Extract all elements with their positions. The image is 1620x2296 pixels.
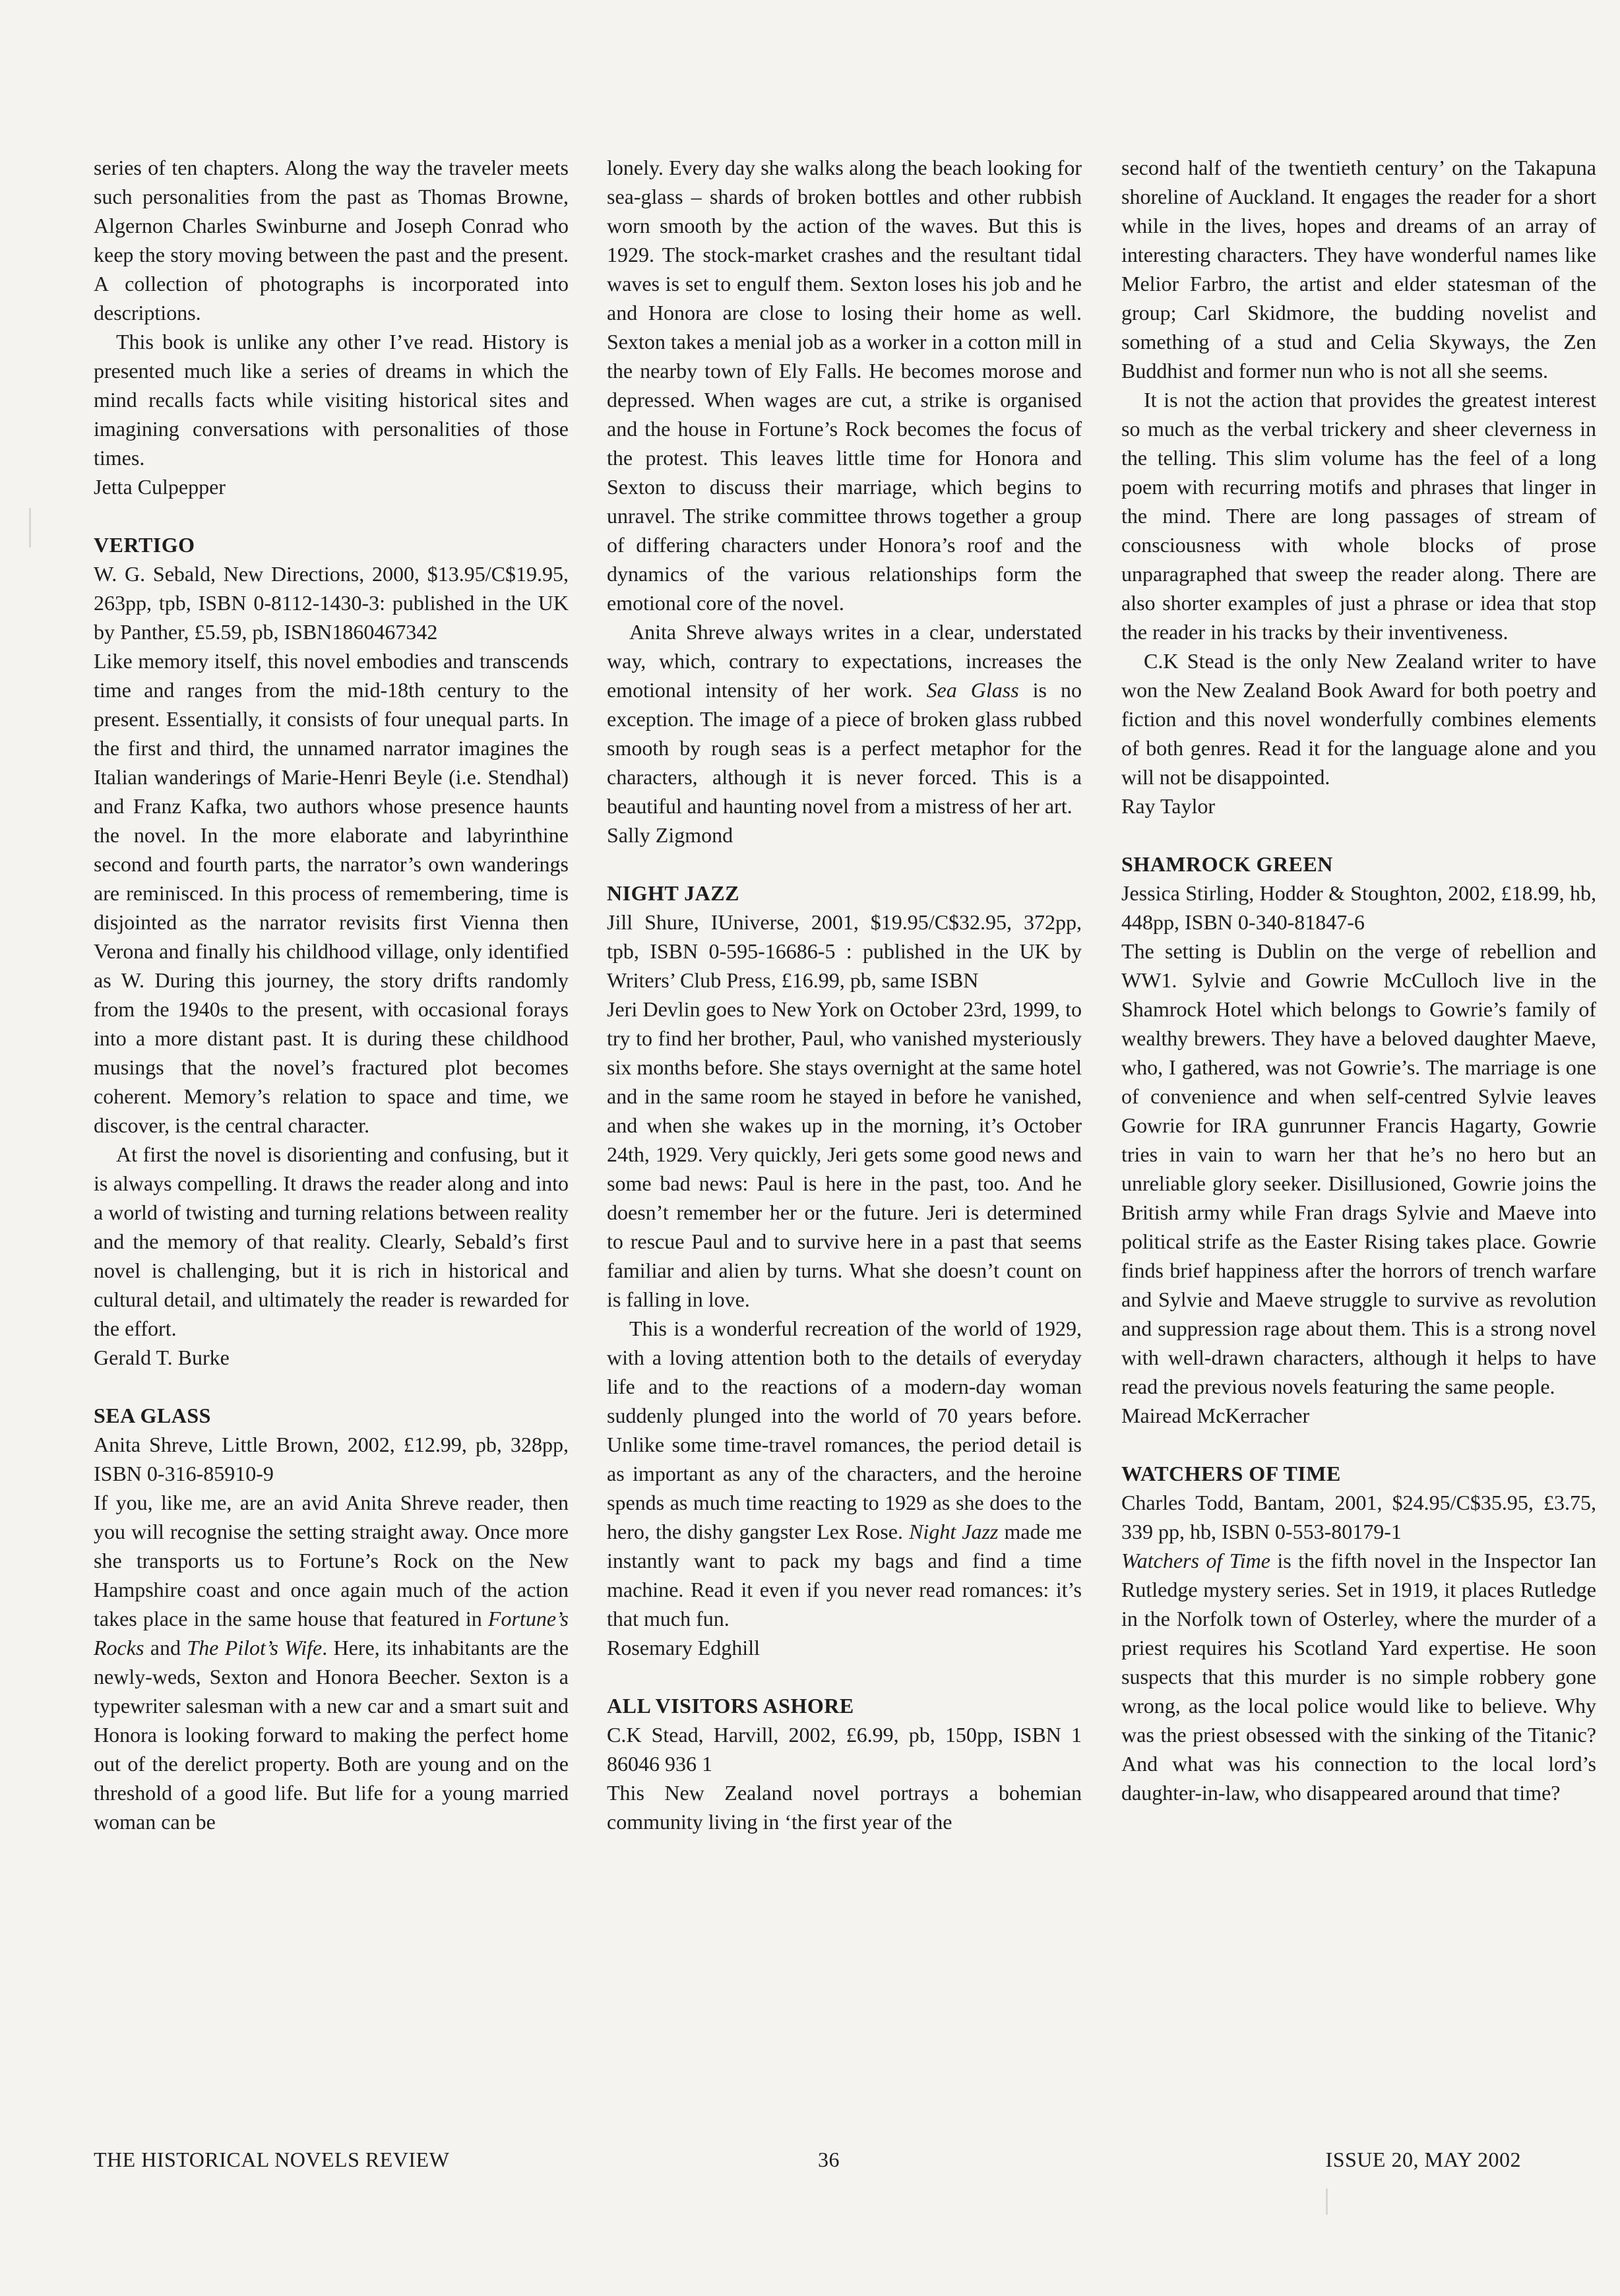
book-title-italic: Fortune’s Rocks (94, 1607, 569, 1660)
reviewer-name: Sally Zigmond (607, 823, 733, 847)
review-paragraph (607, 1314, 1082, 1633)
column-2 (607, 153, 1082, 1836)
book-title-italic: Sea Glass (926, 678, 1019, 702)
review-title-sea-glass: SEA GLASS (94, 1404, 211, 1427)
book-details: Anita Shreve, Little Brown, 2002, £12.99, pb, 328pp, ISBN 0-316-85910-9 (94, 1433, 569, 1485)
book-details: Charles Todd, Bantam, 2001, $24.95/C$35.95, £3.75, 339 pp, hb, ISBN 0-553-80179-1 (1121, 1491, 1596, 1543)
review-paragraph: This book is unlike any other I’ve read. History is presented much like a series of dreams in which the mind recalls facts while visiting historical sites and imagining conversations with personalities of those times. (94, 330, 569, 470)
review-continuation-paragraph: series of ten chapters. Along the way the traveler meets such personalities from the past as Thomas Browne, Algernon Charles Swinburne and Joseph Conrad who keep the story moving between the past and the present. A collection of photographs is incorporated into descriptions. (94, 156, 569, 325)
text-run: Anita Shreve always writes in a clear, understated way, which, contrary to expectations, increases the emotional intensity of her work. (607, 620, 1082, 702)
book-details: C.K Stead, Harvill, 2002, £6.99, pb, 150pp, ISBN 1 86046 936 1 (607, 1723, 1082, 1776)
review-paragraph: C.K Stead is the only New Zealand writer to have won the New Zealand Book Award for both poetry and fiction and this novel wonderfully combines elements of both genres. Read it for the language alone and you will not be disappointed. (1121, 649, 1596, 789)
review-paragraph (607, 617, 1082, 821)
book-title-italic: Watchers of Time (1121, 1549, 1270, 1572)
footer-issue-date: ISSUE 20, MAY 2002 (1325, 2148, 1521, 2171)
review-paragraph: It is not the action that provides the greatest interest so much as the verbal trickery and sheer cleverness in the telling. This slim volume has the feel of a long poem with recurring motifs and phrases that linger in the mind. There are long passages of stream of consciousness with whole blocks of prose unparagraphed that sweep the reader along. There are also shorter examples of just a phrase or idea that stop the reader in his tracks by their inventiveness. (1121, 388, 1596, 644)
review-paragraph: Jeri Devlin goes to New York on October 23rd, 1999, to try to find her brother, Paul, who vanished mysteriously six months before. She stays overnight at the same hotel and in the same room he stayed in before he vanished, and when she wakes up in the morning, it’s October 24th, 1929. Very quickly, Jeri gets some good news and some bad news: Paul is here in the past, too. And he doesn’t remember her or the future. Jeri is determined to rescue Paul and to survive here in a past that seems familiar and alien by turns. What she doesn’t count on is falling in love. (607, 997, 1082, 1311)
text-run: made me instantly want to pack my bags and find a time machine. Read it even if you never read romances: it’s that much fun. (607, 1520, 1082, 1630)
review-continuation-paragraph: second half of the twentieth century’ on the Takapuna shoreline of Auckland. It engages the reader for a short while in the lives, hopes and dreams of an array of interesting characters. They have wonderful names like Melior Farbro, the artist and elder statesman of the group; Carl Skidmore, the budding novelist and something of a stud and Celia Skyways, the Zen Buddhist and former nun who is not all she seems. (1121, 156, 1596, 383)
text-run: This is a wonderful recreation of the world of 1929, with a loving attention both to the details of everyday life and to the reactions of a modern-day woman suddenly plunged into the world of 70 years before. Unlike some time-travel romances, the period detail is as important as any of the characters, and the heroine spends as much time reacting to 1929 as she does to the hero, the dishy gangster Lex Rose. (607, 1317, 1082, 1543)
text-run: is no exception. The image of a piece of broken glass rubbed smooth by rough seas is a perfect metaphor for the characters, although it is never forced. This is a beautiful and haunting novel from a mistress of her art. (607, 678, 1082, 818)
text-run: and (144, 1636, 187, 1660)
reviewer-name: Gerald T. Burke (94, 1346, 230, 1369)
text-run: . Here, its inhabitants are the newly-weds, Sexton and Honora Beecher. Sexton is a typewriter salesman with a new car and a smart suit and Honora is looking forward to making the perfect home out of the derelict property. Both are young and on the threshold of a good life. But life for a young married woman can be (94, 1636, 569, 1834)
review-paragraph: At first the novel is disorienting and confusing, but it is always compelling. It draws the reader along and into a world of twisting and turning relations between reality and the memory of that reality. Clearly, Sebald’s first novel is challenging, but it is rich in historical and cultural detail, and ultimately the reader is rewarded for the effort. (94, 1142, 569, 1340)
reviewer-name: Ray Taylor (1121, 794, 1216, 818)
footer-page-number: 36 (818, 2148, 840, 2171)
book-details: Jill Shure, IUniverse, 2001, $19.95/C$32.95, 372pp, tpb, ISBN 0-595-16686-5 : published in the UK by Writers’ Club Press, £16.99, pb, same ISBN (607, 910, 1082, 992)
book-title-italic: Night Jazz (909, 1520, 999, 1543)
review-paragraph (94, 1488, 569, 1836)
reviewer-name: Jetta Culpepper (94, 475, 226, 499)
book-title-italic: The Pilot’s Wife (187, 1636, 323, 1660)
review-title-watchers-of-time: WATCHERS OF TIME (1121, 1462, 1341, 1485)
book-details: Jessica Stirling, Hodder & Stoughton, 2002, £18.99, hb, 448pp, ISBN 0-340-81847-6 (1121, 881, 1596, 934)
review-title-all-visitors-ashore: ALL VISITORS ASHORE (607, 1694, 854, 1718)
review-title-shamrock-green: SHAMROCK GREEN (1121, 852, 1333, 876)
column-1 (94, 153, 569, 1836)
column-3 (1121, 153, 1596, 1807)
review-title-vertigo: VERTIGO (94, 533, 195, 557)
review-continuation-paragraph: lonely. Every day she walks along the beach looking for sea-glass – shards of broken bottles and other rubbish worn smooth by the action of the waves. But this is 1929. The stock-market crashes and the resultant tidal waves is set to engulf them. Sexton loses his job and he and Honora are close to losing their home as well. Sexton takes a menial job as a worker in a cotton mill in the nearby town of Ely Falls. He becomes morose and depressed. When wages are cut, a strike is organised and the house in Fortune’s Rock becomes the focus of the protest. This leaves little time for Honora and Sexton to discuss their marriage, which begins to unravel. The strike committee throws together a group of differing characters under Honora’s roof and the dynamics of the various relationships form the emotional core of the novel. (607, 156, 1082, 615)
scan-mark (29, 508, 31, 547)
review-paragraph: The setting is Dublin on the verge of rebellion and WW1. Sylvie and Gowrie McCulloch live in the Shamrock Hotel which belongs to Gowrie’s family of wealthy brewers. They have a beloved daughter Maeve, who, I gathered, was not Gowrie’s. The marriage is one of convenience and when self-centred Sylvie leaves Gowrie for IRA gunrunner Francis Hagarty, Gowrie tries in vain to warn her that he’s no hero but an unreliable glory seeker. Disillusioned, Gowrie joins the British army while Fran drags Sylvie and Maeve into political strife as the Easter Rising takes place. Gowrie finds brief happiness after the horrors of trench warfare and Sylvie and Maeve struggle to survive as revolution and suppression rage about them. This is a strong novel with well-drawn characters, although it helps to have read the previous novels featuring the same people. (1121, 939, 1596, 1398)
reviewer-name: Rosemary Edghill (607, 1636, 760, 1660)
reviewer-name: Mairead McKerracher (1121, 1404, 1310, 1427)
text-run: If you, like me, are an avid Anita Shreve reader, then you will recognise the setting straight away. Once more she transports us to Fortune’s Rock on the New Hampshire coast and once again much of the action takes place in the same house that featured in (94, 1491, 569, 1630)
scan-mark (1326, 2188, 1328, 2215)
review-paragraph: Like memory itself, this novel embodies and transcends time and ranges from the mid-18th century to the present. Essentially, it consists of four unequal parts. In the first and third, the unnamed narrator imagines the Italian wanderings of Marie-Henri Beyle (i.e. Stendhal) and Franz Kafka, two authors whose presence haunts the novel. In the more elaborate and labyrinthine second and fourth parts, the narrator’s own wanderings are reminisced. In this process of remembering, time is disjointed as the narrator revisits first Vienna then Verona and finally his childhood village, only identified as W. During this journey, the story drifts randomly from the 1940s to the present, with occasional forays into a more distant past. It is during these childhood musings that the novel’s fractured plot becomes coherent. Memory’s relation to space and time, we discover, is the central character. (94, 649, 569, 1137)
review-paragraph: This New Zealand novel portrays a bohemian community living in ‘the first year of the (607, 1781, 1082, 1834)
review-title-night-jazz: NIGHT JAZZ (607, 881, 739, 905)
text-run: is the fifth novel in the Inspector Ian Rutledge mystery series. Set in 1919, it places Rutledge in the Norfolk town of Osterley, where the murder of a priest requires his Scotland Yard expertise. He soon suspects that this murder is no simple robbery gone wrong, as the local police would like to believe. Why was the priest obsessed with the sinking of the Titanic? And what was his connection to the local lord’s daughter-in-law, who disappeared around that time? (1121, 1549, 1597, 1805)
book-details: W. G. Sebald, New Directions, 2000, $13.95/C$19.95, 263pp, tpb, ISBN 0-8112-1430-3: published in the UK by Panther, £5.59, pb, ISBN1860467342 (94, 562, 569, 644)
footer-publication-name: THE HISTORICAL NOVELS REVIEW (94, 2148, 450, 2171)
review-paragraph (1121, 1546, 1596, 1807)
